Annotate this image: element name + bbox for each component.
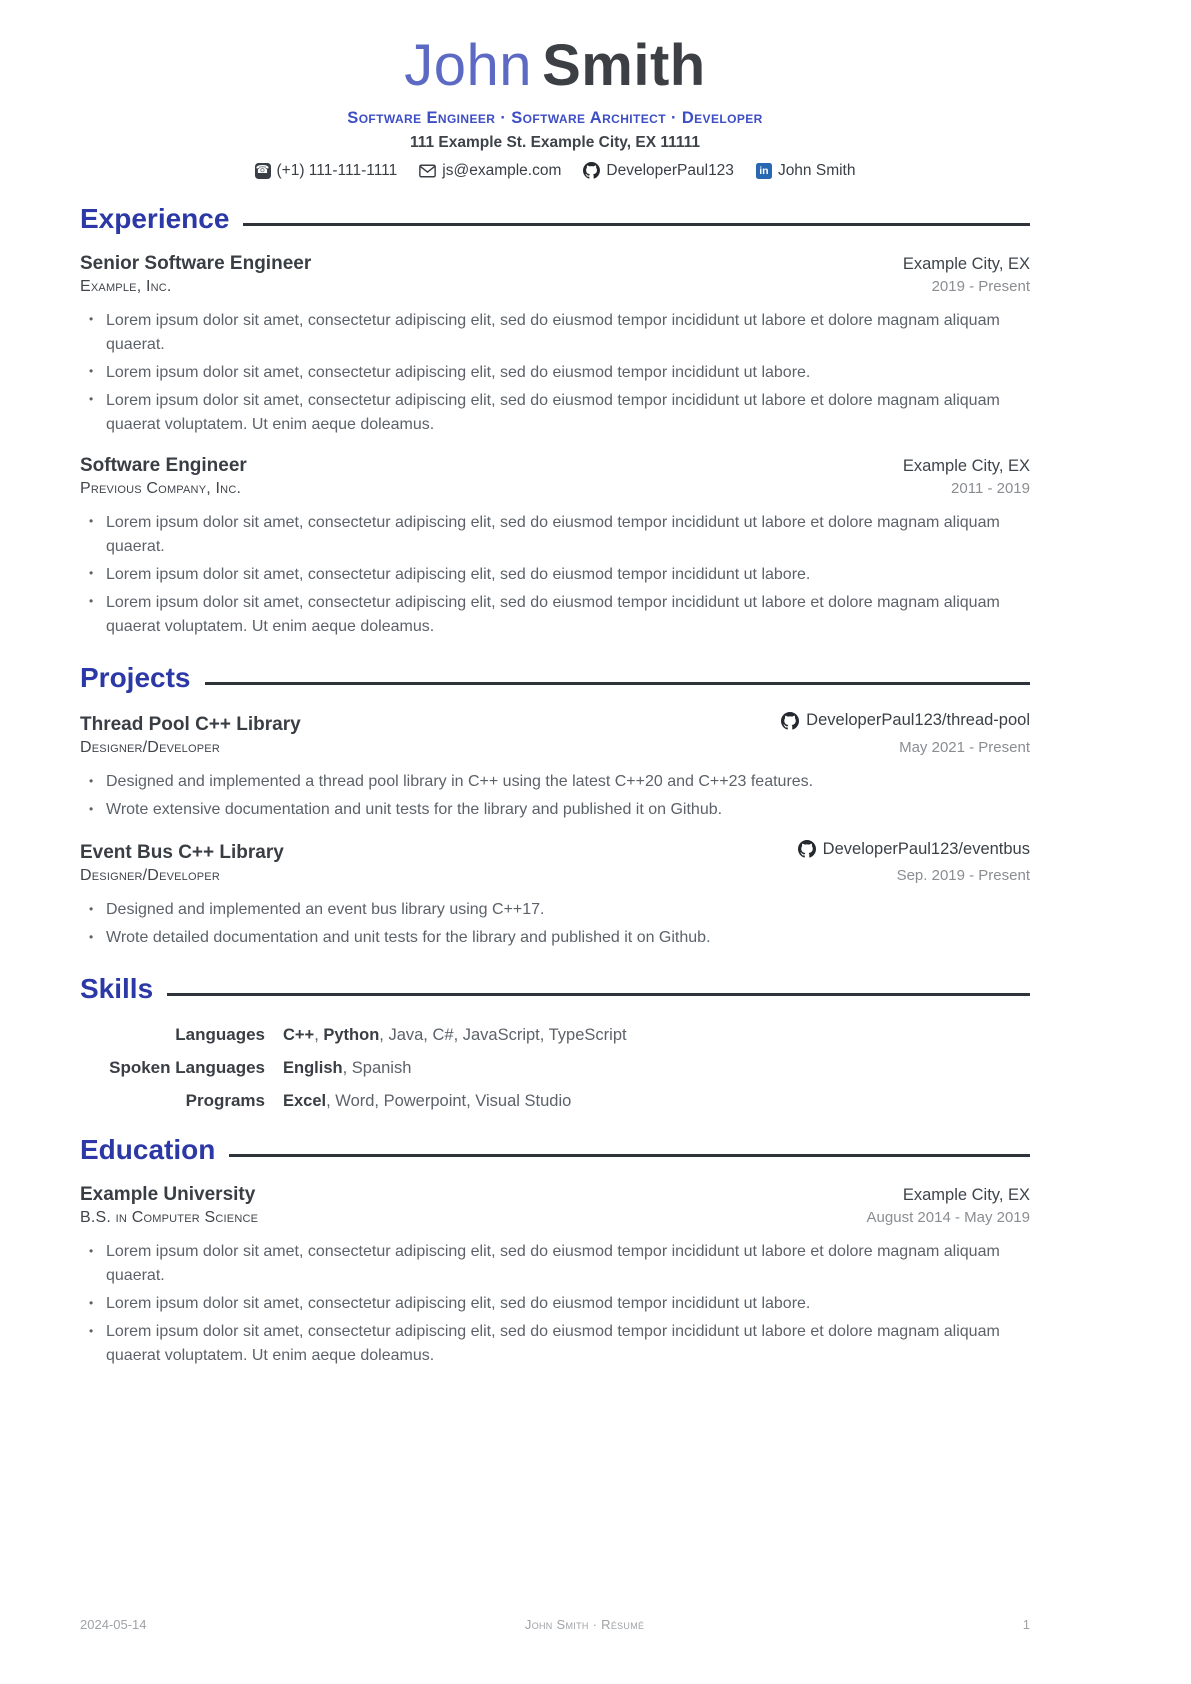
- section-rule: [229, 1154, 1030, 1157]
- bullet-item: • Lorem ipsum dolor sit amet, consectetur adipiscing elit, sed do eiusmod tempor incididunt ut labore et dolore magnam aliquam quaerat voluptatem. Ut enim aeque doleamus.: [80, 389, 1030, 437]
- education-entry: [80, 1184, 1030, 1368]
- education-dates: August 2014 - May 2019: [866, 1209, 1030, 1227]
- section-rule: [167, 993, 1030, 996]
- experience-entry: [80, 253, 1030, 437]
- street-address: 111 Example St. Example City, EX 11111: [409, 133, 701, 151]
- skill-values: [283, 1092, 571, 1111]
- repo-name: DeveloperPaul123/eventbus: [822, 839, 1030, 858]
- page-footer: [80, 1617, 1030, 1632]
- first-name: John: [404, 33, 533, 98]
- project-role: Designer/Developer: [80, 738, 220, 756]
- github-contact[interactable]: [583, 162, 734, 180]
- experience-entry: [80, 455, 1030, 639]
- skill-separator: ,: [314, 1026, 324, 1045]
- bullet-list: [80, 309, 1030, 437]
- job-title: Software Engineer: [80, 454, 247, 476]
- footer-date: 2024-05-14: [80, 1617, 147, 1632]
- project-entry: [80, 840, 1030, 951]
- github-username: DeveloperPaul123: [606, 161, 734, 179]
- skill-values: [283, 1026, 627, 1045]
- section-rule: [205, 682, 1031, 685]
- project-role: Designer/Developer: [80, 867, 220, 885]
- bullet-item: • Designed and implemented a thread pool library in C++ using the latest C++20 and C++23 features.: [80, 770, 1030, 794]
- last-name: Smith: [542, 33, 706, 98]
- job-dates: 2011 - 2019: [951, 479, 1030, 497]
- projects-title: Projects: [80, 661, 191, 693]
- bullet-item: • Lorem ipsum dolor sit amet, consectetur adipiscing elit, sed do eiusmod tempor incididunt ut labore et dolore magnam aliquam quaerat voluptatem. Ut enim aeque doleamus.: [80, 591, 1030, 639]
- repo-link[interactable]: [781, 711, 1030, 730]
- linkedin-icon: in: [756, 163, 772, 179]
- email-text: js@example.com: [442, 161, 562, 179]
- section-skills: [80, 974, 1030, 1111]
- school-name: Example University: [80, 1184, 256, 1206]
- job-title: Senior Software Engineer: [80, 252, 312, 274]
- bullet-item: • Lorem ipsum dolor sit amet, consectetur adipiscing elit, sed do eiusmod tempor incididunt ut labore.: [80, 563, 1030, 587]
- project-dates: May 2021 - Present: [899, 738, 1030, 756]
- github-icon: [781, 712, 799, 730]
- bullet-item: • Designed and implemented an event bus library using C++17.: [80, 898, 1030, 922]
- skill-item: , Spanish: [342, 1059, 412, 1078]
- project-dates: Sep. 2019 - Present: [896, 867, 1030, 885]
- phone-number: (+1) 111-111-1111: [276, 161, 398, 179]
- skill-label: Spoken Languages: [109, 1058, 265, 1078]
- job-location: Example City, EX: [902, 456, 1030, 475]
- skill-item: , Word, Powerpoint, Visual Studio: [326, 1092, 572, 1111]
- linkedin-name: John Smith: [777, 161, 856, 179]
- job-tagline: Software Engineer · Software Architect · Developer: [347, 108, 763, 127]
- bullet-item: • Wrote extensive documentation and unit tests for the library and published it on Github.: [80, 798, 1030, 822]
- repo-name: DeveloperPaul123/thread-pool: [806, 711, 1030, 730]
- bullet-item: • Lorem ipsum dolor sit amet, consectetur adipiscing elit, sed do eiusmod tempor incididunt ut labore et dolore magnam aliquam quaerat.: [80, 1240, 1030, 1288]
- section-projects: [80, 663, 1030, 951]
- project-entry: [80, 711, 1030, 822]
- company-name: Example, Inc.: [80, 277, 172, 295]
- skill-row-programs: [80, 1091, 1030, 1111]
- skill-item: Excel: [283, 1092, 327, 1111]
- bullet-list: [80, 770, 1030, 822]
- bullet-item: • Lorem ipsum dolor sit amet, consectetur adipiscing elit, sed do eiusmod tempor incididunt ut labore et dolore magnam aliquam quaerat voluptatem. Ut enim aeque doleamus.: [80, 1320, 1030, 1368]
- skill-label: Programs: [185, 1091, 265, 1111]
- section-rule: [243, 223, 1030, 226]
- bullet-item: • Lorem ipsum dolor sit amet, consectetur adipiscing elit, sed do eiusmod tempor incididunt ut labore et dolore magnam aliquam quaerat.: [80, 309, 1030, 357]
- skill-item: C++: [283, 1026, 315, 1045]
- job-location: Example City, EX: [902, 254, 1030, 273]
- skill-row-spoken-languages: [80, 1058, 1030, 1078]
- school-location: Example City, EX: [902, 1186, 1030, 1205]
- phone-contact[interactable]: [255, 162, 398, 180]
- footer-page-number: 1: [1022, 1617, 1030, 1632]
- github-icon: [583, 162, 600, 179]
- email-contact[interactable]: [419, 162, 561, 180]
- job-dates: 2019 - Present: [931, 277, 1030, 295]
- full-name: [80, 33, 1030, 98]
- contact-row: [80, 162, 1030, 180]
- bullet-list: [80, 511, 1030, 639]
- bullet-item: • Lorem ipsum dolor sit amet, consectetur adipiscing elit, sed do eiusmod tempor incididunt ut labore.: [80, 1292, 1030, 1316]
- company-name: Previous Company, Inc.: [80, 479, 242, 497]
- footer-document-title: John Smith · Résumé: [524, 1617, 645, 1632]
- skill-values: [283, 1059, 411, 1078]
- experience-title: Experience: [80, 202, 230, 234]
- project-title: Thread Pool C++ Library: [80, 713, 301, 735]
- degree-name: B.S. in Computer Science: [80, 1209, 259, 1227]
- repo-link[interactable]: [798, 840, 1030, 859]
- skill-item: , Java, C#, JavaScript, TypeScript: [379, 1026, 627, 1045]
- github-icon: [798, 840, 816, 858]
- skills-title: Skills: [80, 973, 154, 1005]
- bullet-item: • Lorem ipsum dolor sit amet, consectetur adipiscing elit, sed do eiusmod tempor incididunt ut labore et dolore magnam aliquam quaerat.: [80, 511, 1030, 559]
- section-experience: [80, 204, 1030, 639]
- skill-item: Python: [323, 1026, 380, 1045]
- skills-table: [80, 1025, 1030, 1111]
- bullet-item: • Lorem ipsum dolor sit amet, consectetur adipiscing elit, sed do eiusmod tempor incididunt ut labore.: [80, 361, 1030, 385]
- education-title: Education: [80, 1134, 216, 1166]
- bullet-list: [80, 898, 1030, 950]
- email-icon: [419, 164, 436, 178]
- bullet-item: • Wrote detailed documentation and unit tests for the library and published it on Github.: [80, 926, 1030, 950]
- resume-header: [80, 33, 1030, 180]
- skill-label: Languages: [175, 1025, 265, 1045]
- section-education: [80, 1135, 1030, 1368]
- skill-item: English: [283, 1059, 343, 1078]
- linkedin-contact[interactable]: [756, 162, 856, 180]
- project-title: Event Bus C++ Library: [80, 842, 284, 864]
- phone-icon: ☎: [255, 163, 271, 179]
- skill-row-languages: [80, 1025, 1030, 1045]
- bullet-list: [80, 1240, 1030, 1368]
